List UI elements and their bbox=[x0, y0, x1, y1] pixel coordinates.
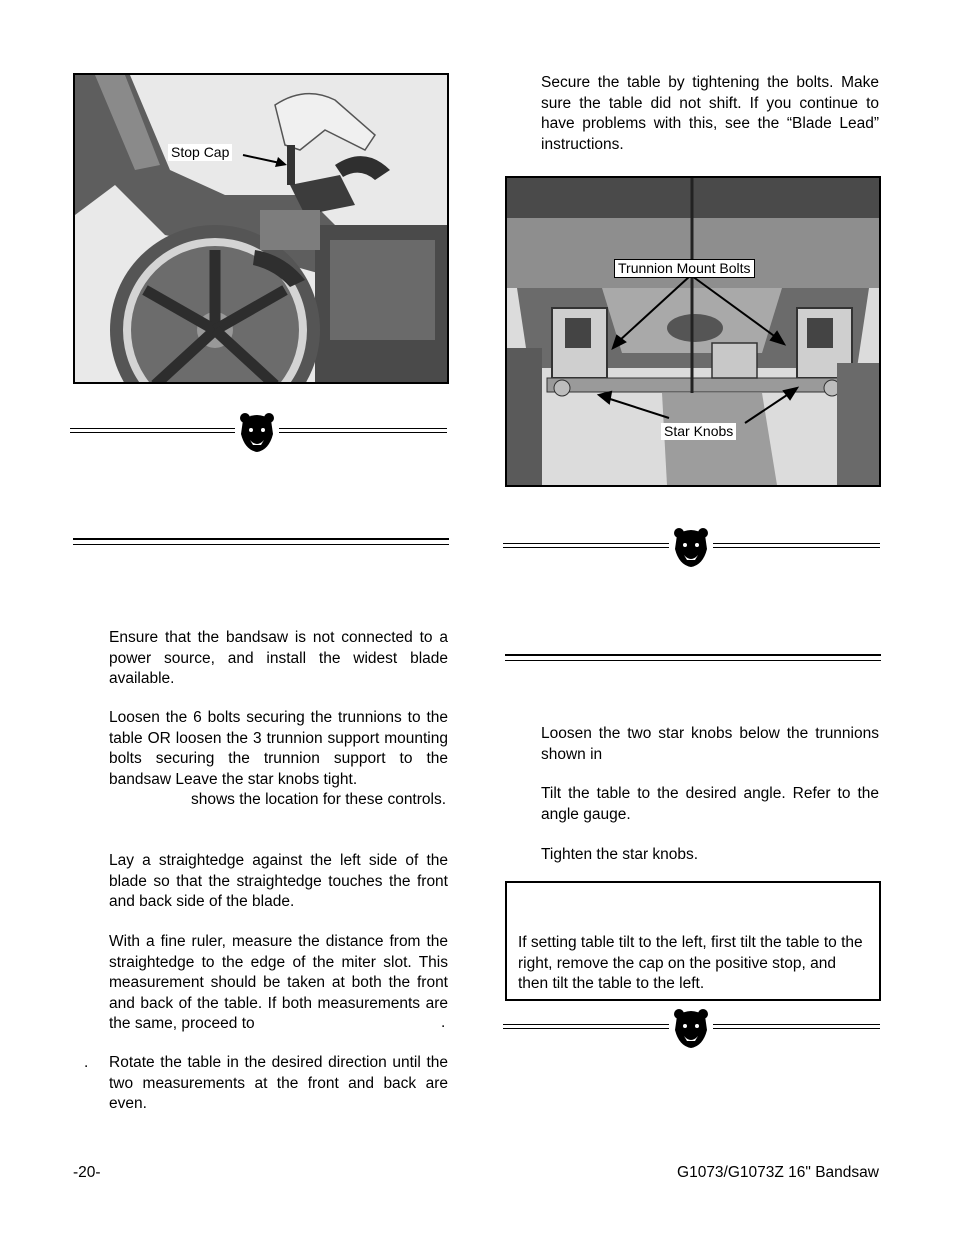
secure-table-text: Secure the table by tightening the bolts. Make sure the table did not shift. If you continue to have problems with this, see the “Blade Lead” instructions. bbox=[541, 74, 879, 153]
stop-cap-photo bbox=[73, 73, 449, 384]
step-5-number: . bbox=[84, 1054, 89, 1071]
step-4: With a fine ruler, measure the distance from the straightedge to the edge of the miter slot. This measurement should be taken at both the front and back of the table. If both measurements are the same, proceed to bbox=[109, 933, 448, 1032]
step-5: Rotate the table in the desired direction until the two measurements at the front and back are even. bbox=[109, 1054, 448, 1112]
section-divider bbox=[503, 543, 669, 548]
section-rule bbox=[73, 538, 449, 545]
section-divider bbox=[503, 1024, 669, 1029]
step-2: Loosen the 6 bolts securing the trunnions to the table OR loosen the 3 trunnion support mounting bolts securing the trunnion support to the bandsaw Leave the star knobs tight. bbox=[109, 709, 448, 788]
section-rule bbox=[505, 654, 881, 661]
tilt-step-1: Loosen the two star knobs below the trunnions shown in bbox=[541, 725, 879, 763]
note-text: If setting table tilt to the left, first tilt the table to the right, remove the cap on the positive stop, and then tilt the table to the left. bbox=[518, 934, 863, 992]
stop-cap-label: Stop Cap bbox=[168, 144, 232, 161]
star-knobs-label: Star Knobs bbox=[661, 423, 736, 440]
step-1: Ensure that the bandsaw is not connected to a power source, and install the widest blade available. bbox=[109, 629, 448, 687]
grizzly-bear-head-icon bbox=[673, 1008, 709, 1048]
grizzly-bear-head-icon bbox=[673, 527, 709, 567]
trunnion-photo bbox=[505, 176, 881, 487]
section-divider bbox=[713, 1024, 880, 1029]
bandsaw-stop-cap-illustration bbox=[75, 75, 447, 382]
section-divider bbox=[70, 428, 235, 433]
section-divider bbox=[713, 543, 880, 548]
tilt-step-3: Tighten the star knobs. bbox=[541, 846, 699, 863]
page-number: -20- bbox=[73, 1164, 101, 1181]
note-box bbox=[505, 881, 881, 1001]
model-footer: G1073/G1073Z 16" Bandsaw bbox=[677, 1164, 879, 1181]
section-divider bbox=[279, 428, 447, 433]
step-3: Lay a straightedge against the left side of the blade so that the straightedge touches the front and back side of the blade. bbox=[109, 852, 448, 910]
tilt-step-2: Tilt the table to the desired angle. Refer to the angle gauge. bbox=[541, 785, 879, 823]
trunnion-mount-bolts-label: Trunnion Mount Bolts bbox=[614, 259, 755, 278]
step-2-figure-ref: shows the location for these controls. bbox=[191, 791, 447, 808]
step-4-end-period: . bbox=[441, 1014, 446, 1031]
grizzly-bear-head-icon bbox=[239, 412, 275, 452]
